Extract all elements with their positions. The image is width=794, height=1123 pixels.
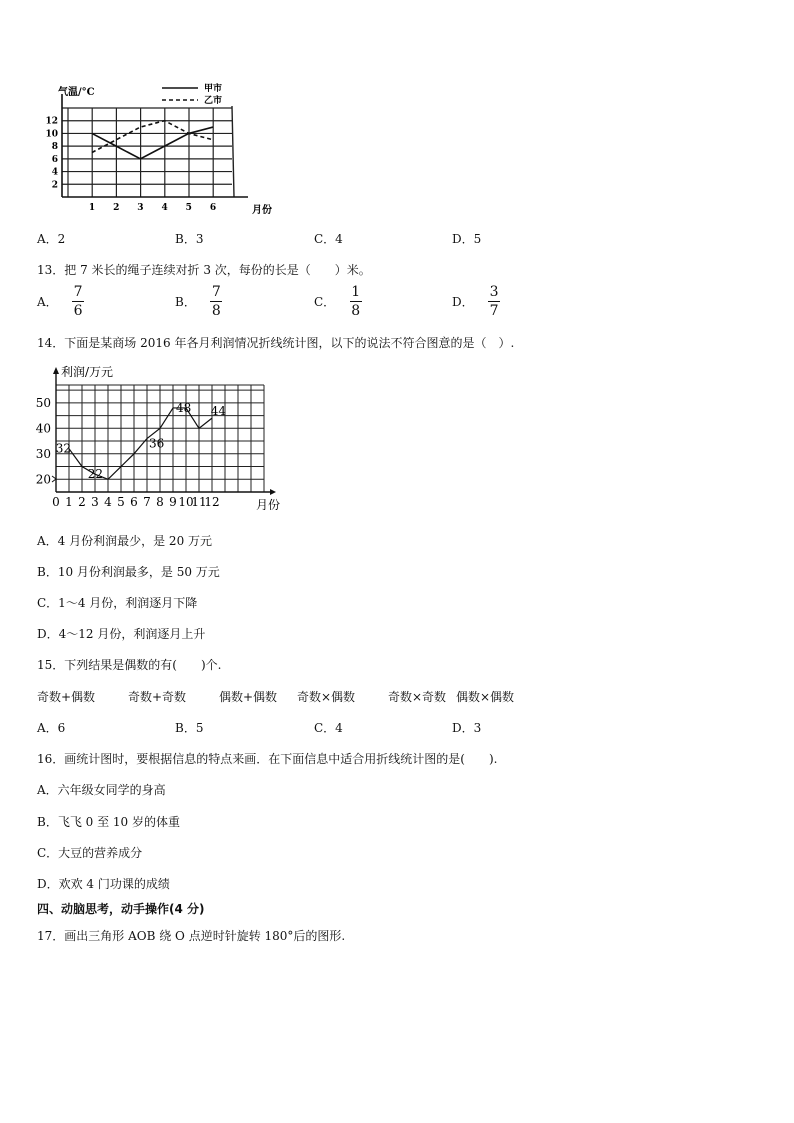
x-tick-label: 11 <box>191 495 207 509</box>
q12-option-b[interactable]: B．3 <box>175 232 204 246</box>
denominator: 7 <box>489 303 499 319</box>
x-tick-label: 0 <box>52 495 60 509</box>
fraction <box>72 285 85 318</box>
numerator: 3 <box>489 284 499 300</box>
q13-option-d[interactable] <box>452 285 501 318</box>
q15-item-1: 奇数+偶数 <box>37 690 96 704</box>
q15-item-2: 奇数+奇数 <box>128 690 187 704</box>
x-tick-label: 5 <box>185 203 192 213</box>
y-axis-arrow <box>53 367 59 374</box>
q13-option-a-label: A． <box>37 295 58 309</box>
y-tick-label: 10 <box>45 129 58 140</box>
temperature-chart-grid <box>62 106 234 197</box>
q15-option-d[interactable]: D．3 <box>452 721 482 735</box>
x-tick-label: 9 <box>169 495 177 509</box>
q14-option-a[interactable]: A．4 月份利润最少，是 20 万元 <box>37 534 213 548</box>
denominator: 8 <box>351 303 361 319</box>
numerator: 7 <box>211 284 221 300</box>
x-tick-label: 12 <box>204 495 220 509</box>
q16-option-d[interactable]: D．欢欢 4 门功课的成绩 <box>37 877 170 891</box>
temperature-chart-ticks <box>45 117 216 213</box>
temperature-chart-xlabel: 月份 <box>252 205 272 216</box>
q13-option-b[interactable] <box>175 285 223 318</box>
x-tick-label: 2 <box>113 203 120 213</box>
temperature-chart <box>40 80 300 220</box>
q13-option-c[interactable] <box>314 285 362 318</box>
q15-item-6: 偶数×偶数 <box>456 690 515 704</box>
data-label: 36 <box>149 436 165 451</box>
q15-item-3: 偶数+偶数 <box>219 690 278 704</box>
denominator: 8 <box>211 303 221 319</box>
data-label: 22 <box>87 467 103 482</box>
y-tick-label: 6 <box>51 154 58 165</box>
data-label: 48 <box>176 400 192 415</box>
temperature-chart-lines <box>92 121 213 159</box>
q13-option-d-label: D． <box>452 295 474 309</box>
q12-option-d[interactable]: D．5 <box>452 232 482 246</box>
data-label: 32 <box>55 441 71 456</box>
x-tick-label: 1 <box>65 495 73 509</box>
q13-option-c-label: C． <box>314 295 336 309</box>
q16-text: 16．画统计图时，要根据信息的特点来画．在下面信息中适合用折线统计图的是( ). <box>37 752 498 766</box>
fraction <box>488 285 501 318</box>
temperature-chart-ylabel: 气温/°C <box>58 87 95 98</box>
q14-option-d[interactable]: D．4～12 月份，利润逐月上升 <box>37 627 206 641</box>
temperature-chart-axes <box>62 94 248 197</box>
x-tick-label: 1 <box>88 203 96 213</box>
fraction <box>349 285 362 318</box>
y-tick-label: 8 <box>51 142 58 153</box>
legend-solid-label: 甲市 <box>204 84 223 94</box>
q16-option-c[interactable]: C．大豆的营养成分 <box>37 846 143 860</box>
denominator: 6 <box>73 303 83 319</box>
x-tick-label: 8 <box>156 495 164 509</box>
y-tick-label: 30 <box>36 446 51 461</box>
data-label: 44 <box>210 404 226 419</box>
x-tick-label: 4 <box>104 495 112 509</box>
y-tick-label: 50 <box>36 395 51 410</box>
x-tick-label: 3 <box>137 203 144 213</box>
profit-chart-xlabel: 月份 <box>256 498 281 512</box>
numerator: 7 <box>73 284 83 300</box>
x-tick-label: 6 <box>209 203 217 213</box>
legend-dashed-label: 乙市 <box>204 96 223 106</box>
numerator: 1 <box>351 284 361 300</box>
x-tick-label: 6 <box>130 495 138 509</box>
x-tick-label: 10 <box>178 495 194 509</box>
q15-option-c[interactable]: C．4 <box>314 721 343 735</box>
section-4-heading: 四、动脑思考，动手操作(4 分) <box>37 902 205 916</box>
grid-border <box>232 106 234 197</box>
q15-item-5: 奇数×奇数 <box>388 690 447 704</box>
profit-chart-axes <box>52 367 276 495</box>
q15-option-b[interactable]: B．5 <box>175 721 204 735</box>
x-tick-label: 3 <box>91 495 99 509</box>
profit-chart-ylabel: 利润/万元 <box>61 365 114 379</box>
profit-chart <box>36 360 296 515</box>
x-axis-arrow <box>270 489 276 495</box>
q13-text: 13．把 7 米长的绳子连续对折 3 次，每份的长是（ ）米。 <box>37 263 371 277</box>
q14-text: 14．下面是某商场 2016 年各月利润情况折线统计图，以下的说法不符合图意的是（ ）. <box>37 336 515 350</box>
series-line-乙市 <box>92 121 213 153</box>
y-tick-label: 2 <box>51 180 58 191</box>
q13-option-a[interactable] <box>37 285 85 318</box>
y-tick-label: 20 <box>36 472 51 487</box>
x-tick-label: 5 <box>117 495 125 509</box>
x-tick-label: 7 <box>143 495 151 509</box>
q14-option-c[interactable]: C．1～4 月份，利润逐月下降 <box>37 596 198 610</box>
q15-item-4: 奇数×偶数 <box>297 690 356 704</box>
q12-option-c[interactable]: C．4 <box>314 232 343 246</box>
q16-option-a[interactable]: A．六年级女同学的身高 <box>37 783 166 797</box>
q17-text: 17．画出三角形 AOB 绕 O 点逆时针旋转 180°后的图形. <box>37 929 346 943</box>
series-line-甲市 <box>92 127 213 159</box>
q16-option-b[interactable]: B．飞飞 0 至 10 岁的体重 <box>37 815 180 829</box>
y-tick-label: 4 <box>51 167 58 178</box>
q13-option-b-label: B． <box>175 295 196 309</box>
q14-option-b[interactable]: B．10 月份利润最多，是 50 万元 <box>37 565 220 579</box>
x-tick-label: 4 <box>161 203 168 213</box>
q15-option-a[interactable]: A．6 <box>37 721 66 735</box>
y-tick-label: 12 <box>45 116 58 127</box>
q15-text: 15．下列结果是偶数的有( )个. <box>37 658 222 672</box>
x-tick-label: 2 <box>78 495 86 509</box>
y-tick-label: 40 <box>36 421 51 436</box>
q12-option-a[interactable]: A．2 <box>37 232 66 246</box>
fraction <box>210 285 223 318</box>
